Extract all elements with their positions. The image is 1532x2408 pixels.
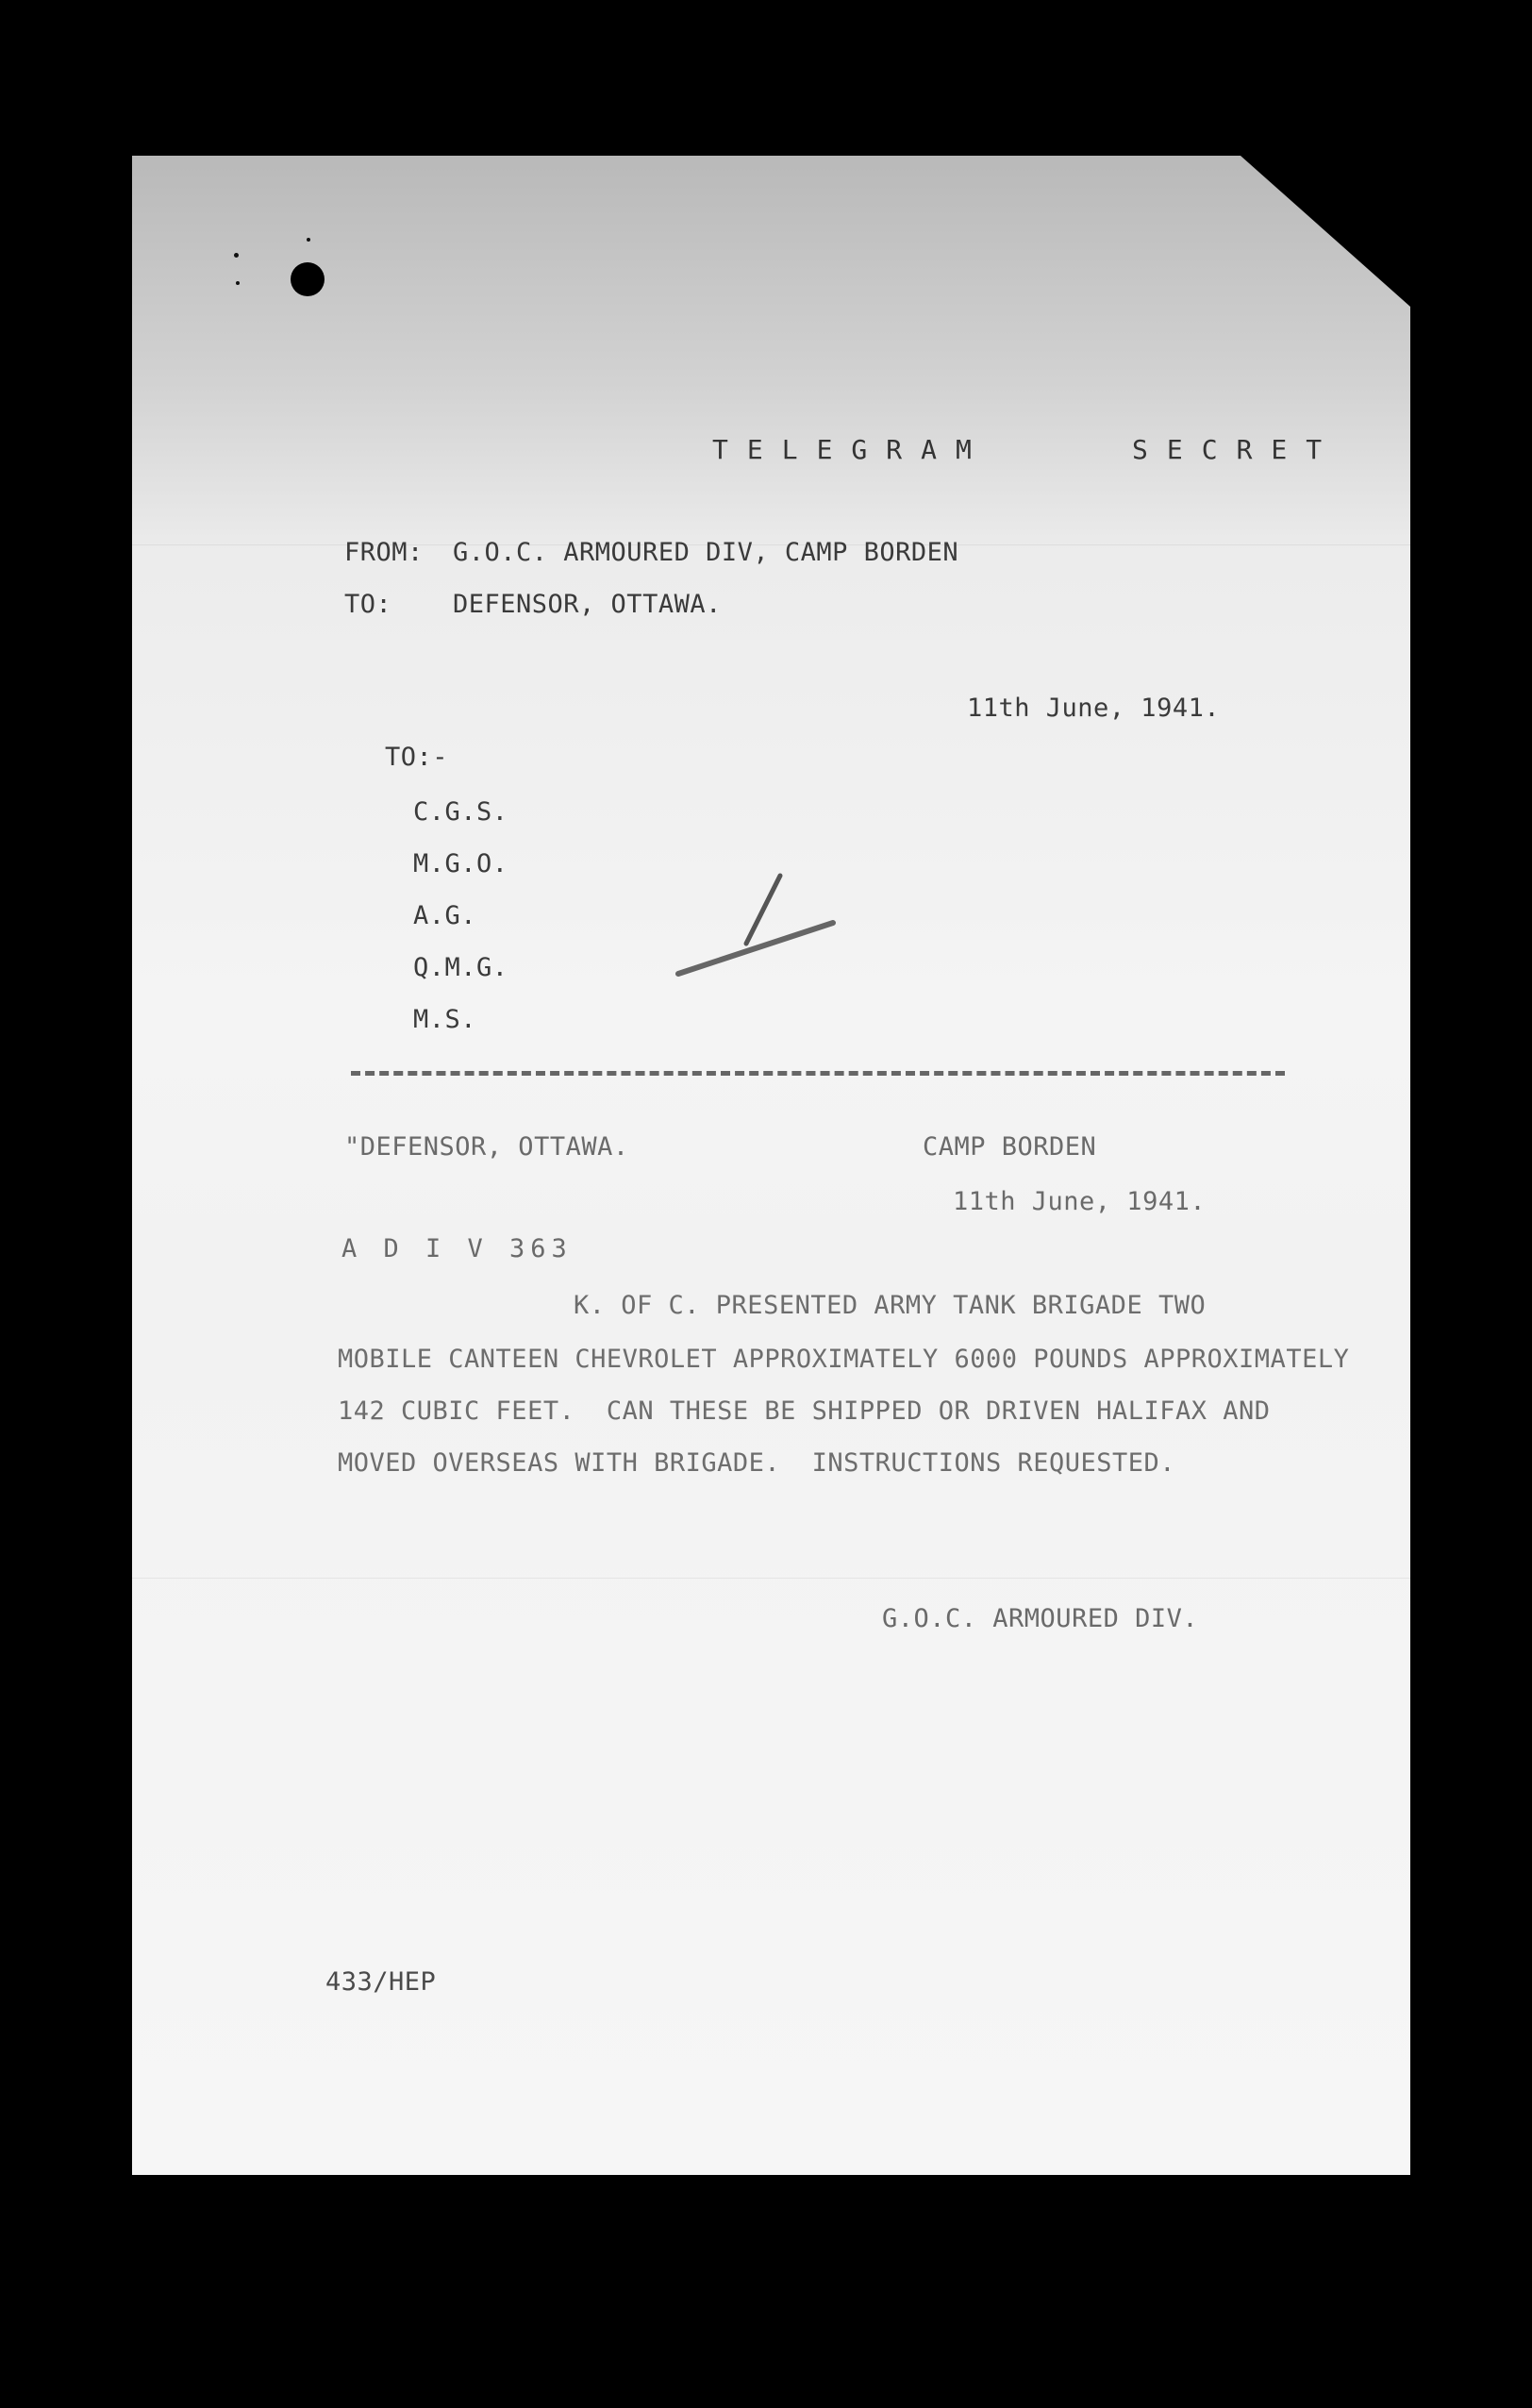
message-line: K. OF C. PRESENTED ARMY TANK BRIGADE TWO <box>574 1291 1207 1320</box>
ink-speck <box>234 253 239 258</box>
message-reference: A D I V 363 <box>341 1234 573 1263</box>
doc-type: TELEGRAM <box>712 434 991 465</box>
punch-hole-icon <box>291 262 325 296</box>
message-origin: CAMP BORDEN <box>923 1132 1097 1162</box>
distribution-item: Q.M.G. <box>413 953 508 982</box>
distribution-item: C.G.S. <box>413 797 508 827</box>
message-line: MOBILE CANTEEN CHEVROLET APPROXIMATELY 6000 POUNDS APPROXIMATELY <box>338 1345 1350 1374</box>
ink-speck <box>307 238 310 242</box>
ink-speck <box>236 281 240 285</box>
separator-line <box>351 1071 1285 1076</box>
to-label: TO: <box>344 590 392 619</box>
message-line: MOVED OVERSEAS WITH BRIGADE. INSTRUCTIONS REQUESTED. <box>338 1448 1176 1478</box>
distribution-item: M.G.O. <box>413 849 508 878</box>
check-mark-icon <box>674 868 844 981</box>
to-value: DEFENSOR, OTTAWA. <box>453 590 722 619</box>
classification: SECRET <box>1132 434 1341 465</box>
distribution-label: TO:- <box>385 743 449 772</box>
distribution-item: A.G. <box>413 901 477 930</box>
message-addressee: "DEFENSOR, OTTAWA. <box>344 1132 629 1162</box>
fold-line <box>132 1578 1410 1579</box>
footer-reference: 433/HEP <box>325 1967 437 1997</box>
distribution-item: M.S. <box>413 1005 477 1034</box>
signature: G.O.C. ARMOURED DIV. <box>882 1604 1199 1633</box>
from-label: FROM: <box>344 538 424 567</box>
from-value: G.O.C. ARMOURED DIV, CAMP BORDEN <box>453 538 959 567</box>
date-top: 11th June, 1941. <box>967 694 1221 723</box>
message-date: 11th June, 1941. <box>953 1187 1207 1216</box>
message-line: 142 CUBIC FEET. CAN THESE BE SHIPPED OR DRIVEN HALIFAX AND <box>338 1396 1271 1426</box>
